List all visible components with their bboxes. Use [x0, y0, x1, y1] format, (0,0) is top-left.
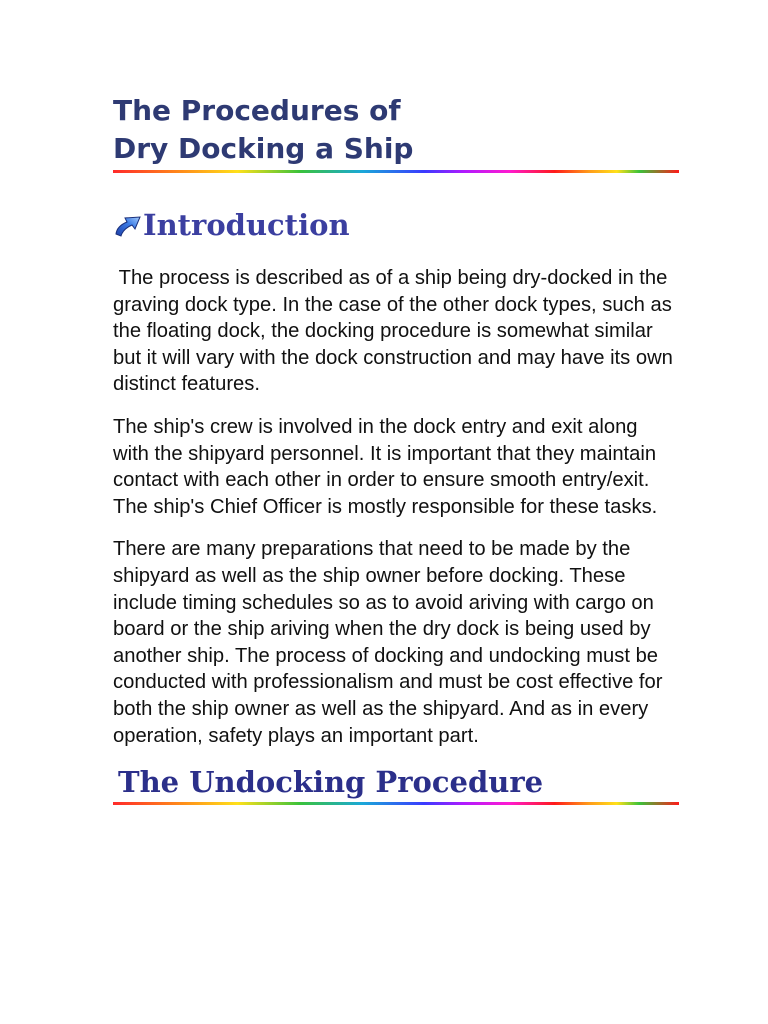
intro-heading: Introduction: [143, 208, 350, 242]
title-line-2: Dry Docking a Ship: [113, 132, 414, 165]
paragraph-3: There are many preparations that need to be made by the shipyard as well as the ship owner before docking. These include timing schedules so as to avoid ariving with cargo on board or the ship ariving when the dry dock is being used by another ship. The process of docking and undocking must be conducted with professionalism and must be cost effective for both the ship owner as well as the shipyard. And as in every operation, safety plays an important part.: [113, 538, 663, 747]
paragraph-1: The process is described as of a ship being dry-docked in the graving dock type. In the case of the other dock types, such as the floating dock, the docking procedure is somewhat similar but it will vary with the dock construction and may have its own distinct features.: [113, 267, 679, 396]
section-heading: The Undocking Procedure: [118, 765, 544, 800]
document-title: [113, 92, 679, 168]
rainbow-divider-2: [113, 802, 679, 805]
arrow-icon: [113, 212, 143, 238]
paragraph-2: The ship's crew is involved in the dock entry and exit along with the shipyard personnel. It is important that they maintain contact with each other in order to ensure smooth entry/exit. The ship's Chief Officer is mostly responsible for these tasks.: [113, 415, 658, 518]
rainbow-divider: [113, 170, 679, 173]
title-line-1: The Procedures of: [113, 94, 401, 127]
document-page: [113, 92, 679, 805]
intro-heading-row: [113, 205, 679, 245]
